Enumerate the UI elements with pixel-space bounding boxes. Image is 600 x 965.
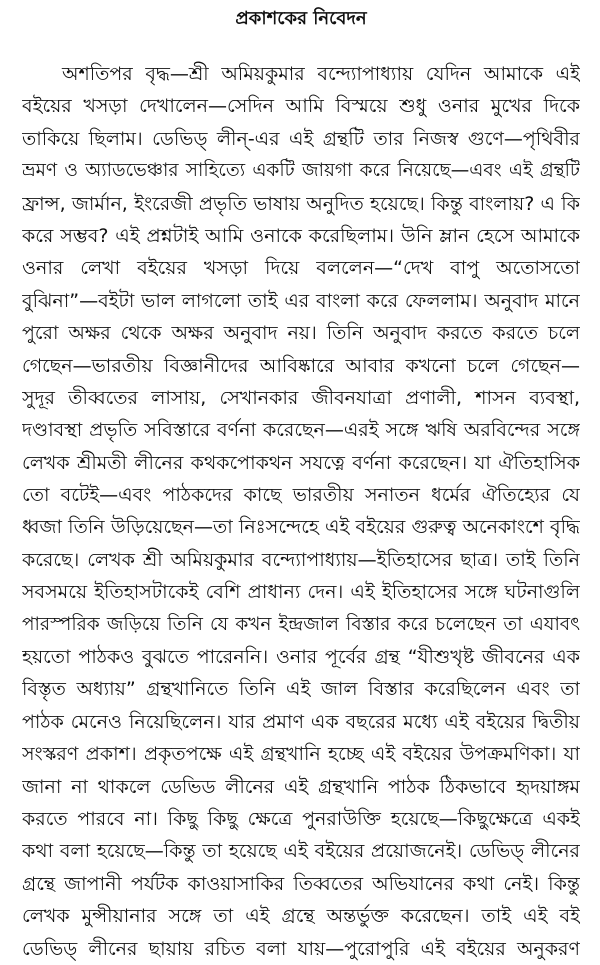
text-line: সবসময়ে ইতিহাসটাকেই বেশি প্রাধান্য দেন। এই ইতিহাসের সঙ্গে ঘটনাগুলি [22, 581, 580, 604]
text-line: সুদূর তীব্বতের লাসায়, সেখানকার জীবনযাত্রা প্রণালী, শাসন ব্যবস্থা, [22, 386, 580, 409]
page-title: প্রকাশকের নিবেদন [235, 8, 367, 29]
text-line: লেখক শ্রীমতী লীনের কথকপোকথন সযত্নে বর্ণনা করেছেন। যা ঐতিহাসিক [22, 451, 580, 474]
text-line: জানা না থাকলে ডেভিড লীনের এই গ্রন্থখানি পাঠক ঠিকভাবে হৃদয়াঙ্গম [22, 775, 580, 798]
text-line: তাকিয়ে ছিলাম। ডেভিড্‌ লীন্‌-এর এই গ্রন্থটি তার নিজস্ব গুণে—পৃথিবীর [22, 127, 580, 150]
text-line: বুঝিনা”—বইটা ভাল লাগলো তাই এর বাংলা করে ফেললাম। অনুবাদ মানে [22, 289, 580, 312]
text-line: দণ্ডাবস্থা প্রভৃতি সবিস্তারে বর্ণনা করেছেন—এরই সঙ্গে ঋষি অরবিন্দের সঙ্গে [22, 419, 580, 442]
text-line: করে সম্ভব? এই প্রশ্নটাই আমি ওনাকে করেছিলাম। উনি ম্লান হেসে আমাকে [22, 224, 580, 247]
text-line: গ্রন্থে জাপানী পর্যটক কাওয়াসাকির তিব্বতের অভিযানের কথা নেই। কিন্তু [22, 872, 580, 895]
text-line: হয়তো পাঠকও বুঝতে পারেননি। ওনার পূর্বের গ্রন্থ “যীশুখৃষ্ট জীবনের এক [22, 646, 580, 669]
text-line: তো বটেই—এবং পাঠকদের কাছে ভারতীয় সনাতন ধর্মের ঐতিহ্যের যে [22, 484, 580, 507]
text-line: অশতিপর বৃদ্ধ—শ্রী অমিয়কুমার বন্দ্যোপাধ্যায় যেদিন আমাকে এই [62, 63, 580, 85]
text-line: করতে পারবে না। কিছু কিছু ক্ষেত্রে পুনরাউক্তি হয়েছে—কিছুক্ষেত্রে একই [22, 807, 580, 830]
text-line: পুরো অক্ষর থেকে অক্ষর অনুবাদ নয়। তিনি অনুবাদ করতে করতে চলে [22, 322, 580, 345]
text-line: ডেভিড্‌ লীনের ছায়ায় রচিত বলা যায়—পুরোপুরি এই বইয়ের অনুকরণ [22, 937, 580, 960]
text-line: কথা বলা হয়েছে—কিন্তু তা হয়েছে এই বইয়ের প্রয়োজনেই। ডেভিড্‌ লীনের [22, 840, 580, 863]
text-line: বিস্তৃত অধ্যায়” গ্রন্থখানিতে তিনি এই জাল বিস্তার করেছিলেন এবং তা [22, 678, 580, 701]
text-line: লেখক মুন্সীয়ানার সঙ্গে তা এই গ্রন্থে অন্তর্ভুক্ত করেছেন। তাই এই বই [22, 905, 580, 928]
text-line: ধ্বজা তিনি উড়িয়েছেন—তা নিঃসন্দেহে এই বইয়ের গুরুত্ব অনেকাংশে বৃদ্ধি [22, 516, 580, 539]
text-line: ফ্রান্স, জার্মান, ইংরেজী প্রভৃতি ভাষায় অনুদিত হয়েছে। কিন্তু বাংলায়? এ কি [22, 192, 580, 215]
text-line: বইয়ের খসড়া দেখালেন—সেদিন আমি বিস্ময়ে শুধু ওনার মুখের দিকে [22, 95, 580, 118]
text-line: ভ্রমণ ও অ্যাডভেঞ্চার সাহিত্যে একটি জায়গা করে নিয়েছে—এবং এই গ্রন্থটি [22, 160, 580, 182]
text-line: করেছে। লেখক শ্রী অমিয়কুমার বন্দ্যোপাধ্যায়—ইতিহাসের ছাত্র। তাই তিনি [22, 548, 580, 571]
body-text [22, 58, 580, 965]
text-line: সংস্করণ প্রকাশ। প্রকৃতপক্ষে এই গ্রন্থখানি হচ্ছে এই বইয়ের উপক্রমণিকা। যা [22, 743, 580, 766]
text-line: গেছেন—ভারতীয় বিজ্ঞানীদের আবিষ্কারে আবার কখনো চলে গেছেন— [22, 354, 580, 377]
text-line: পারস্পরিক জড়িয়ে তিনি যে কখন ইন্দ্রজাল বিস্তার করে চলেছেন তা এযাবৎ [22, 613, 580, 635]
text-line: ওনার লেখা বইয়ের খসড়া দিয়ে বললেন—“দেখ বাপু অতোসতো [22, 257, 580, 280]
text-line: পাঠক মেনেও নিয়েছিলেন। যার প্রমাণ এক বছরের মধ্যে এই বইয়ের দ্বিতীয় [22, 710, 580, 733]
